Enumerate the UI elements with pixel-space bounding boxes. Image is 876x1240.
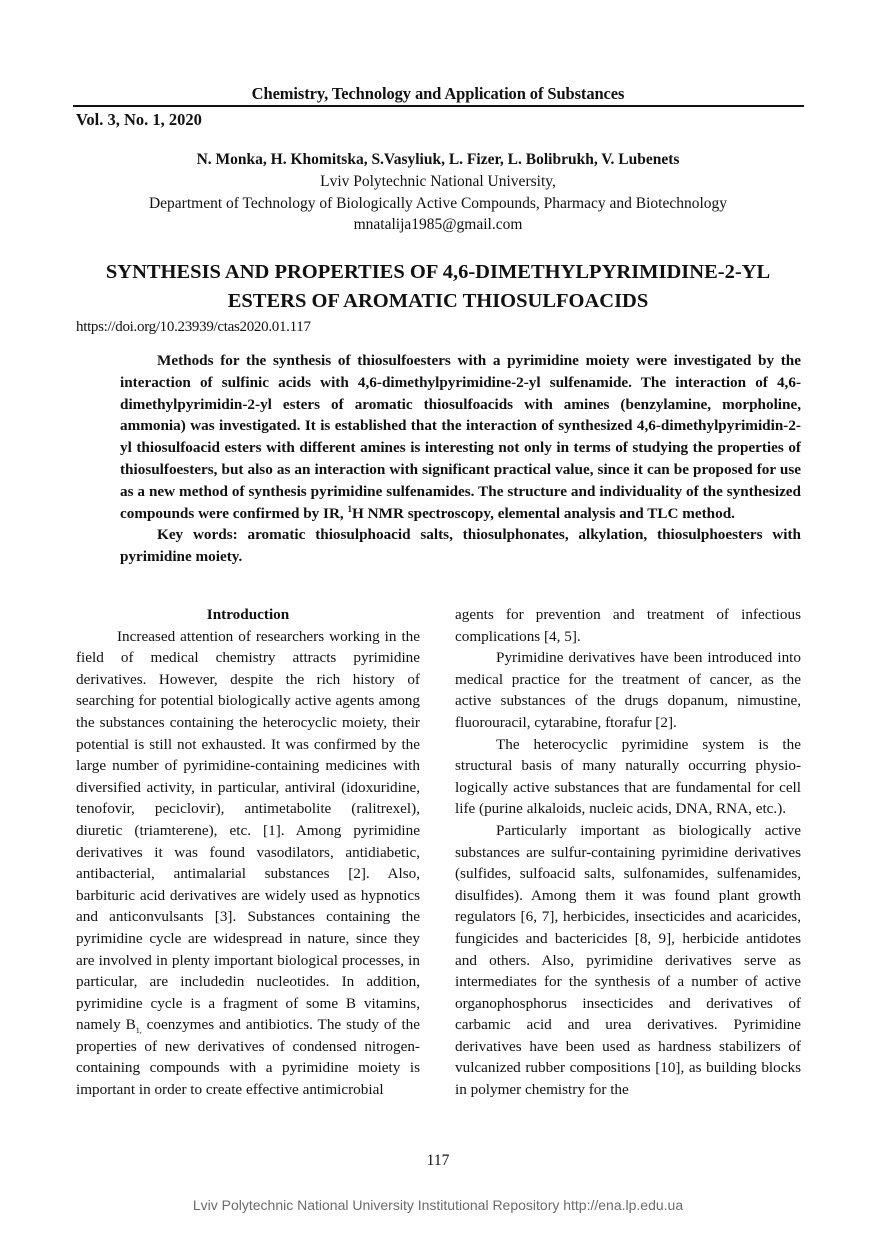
header-rule bbox=[73, 105, 804, 107]
right-column bbox=[455, 604, 801, 1101]
intro-paragraph-1: Increased attention of researchers working in the field of medical chemistry attracts pyrimidine derivatives. However, despite the rich history of searching for potential biologically active agents among the substances containing the heterocyclic moiety, their potential is still not exhausted. It was confirmed by the large number of pyrimidine-containing medicines with diversified activity, in particular, antiviral (idoxuridine, tenofovir, peciclovir), antimetabolite (ralitrexel), diuretic (triamterene), etc. [1]. Among pyrimidine derivatives it was found vasodilators, antidiabetic, antibacterial, antimalarial substances [2]. Also, barbituric acid derivatives are widely used as hypnotics and anticonvulsants [3]. Substances containing the pyrimidine cycle are widespread in nature, since they are involved in plenty important biological processes, in particular, are includedin nucleotides. In addition, pyrimidine cycle is a fragment of some B vitamins, namely $B_{1,}$ coenzymes and antibiotics. The study of the properties of new derivatives of condensed nitrogen-containing compounds with a pyrimidine moiety is important in order to create effective antimicrobial bbox=[76, 627, 420, 1099]
journal-title: Chemistry, Technology and Application of Substances bbox=[251, 84, 625, 103]
keywords: Key words: aromatic thiosulphoacid salts, thiosulphonates, alkylation, thiosulphoesters with pyrimidine moiety. bbox=[120, 526, 801, 566]
affiliation-department: Department of Technology of Biologically Active Compounds, Pharmacy and Biotechnology bbox=[148, 195, 728, 212]
abstract bbox=[120, 350, 801, 568]
repository-footer: Lviv Polytechnic National University Institutional Repository http://ena.lp.edu.ua bbox=[192, 1197, 684, 1213]
paper-title-line-2: ESTERS OF AROMATIC THIOSULFOACIDS bbox=[227, 290, 649, 312]
superscript-1: 1 bbox=[347, 503, 353, 514]
abstract-text: Methods for the synthesis of thiosulfoesters with a pyrimidine moiety were investigated by the interaction of sulfinic acids with 4,6-dimethylpyrimidine-2-yl sulfenamide. The interaction of 4,6-dimethylpyrimidin-2-yl esters of aromatic thiosulfoacids with amines (benzylamine, morpholine, ammonia) was investigated. It is established that the interaction of synthesized 4,6-dimethylpyrimidin-2-yl thiosulfoacid esters with different amines is interesting not only in terms of studying the properties of thiosulfoesters, but also as an interaction with significant practical value, since it can be proposed for use as a new method of synthesis pyrimidine sulfenamides. The structure and individuality of the synthesized compounds were confirmed by IR, $^1$H NMR spectroscopy, elemental analysis and TLC method. bbox=[120, 352, 801, 522]
subscript-1: 1, bbox=[135, 1026, 142, 1036]
paper-title bbox=[0, 258, 876, 316]
affiliation-university: Lviv Polytechnic National University, bbox=[320, 173, 556, 190]
author-email[interactable]: mnatalija1985@gmail.com bbox=[353, 216, 523, 233]
volume-issue: Vol. 3, No. 1, 2020 bbox=[76, 110, 202, 129]
intro-paragraph-3: The heterocyclic pyrimidine system is the structural basis of many naturally occurring physiologically active substances that are fundamental for cell life (purine alkaloids, nucleic acids, DNA, RNA, etc.). bbox=[455, 735, 801, 818]
intro-paragraph-4: Particularly important as biologically active substances are sulfur-containing pyrimidine derivatives (sulfides, sulfoacid salts, sulfonamides, sulfenamides, disulfides). Among them it was found plant growth regulators [6, 7], herbicides, insecticides and acaricides, fungicides and bactericides [8, 9], herbicide antidotes and others. Also, pyrimidine derivatives serve as intermediates for the synthesis of a number of active organophosphorus insecticides and derivatives of carbamic acid and urea derivatives. Pyrimidine derivatives have been used as hardness stabilizers of vulcanized rubber compositions [10], as building blocks in polymer chemistry for the bbox=[455, 821, 801, 1099]
authors: N. Monka, H. Khomitska, S.Vasyliuk, L. Fizer, L. Bolibrukh, V. Lubenets bbox=[196, 151, 680, 168]
paper-title-line-1: SYNTHESIS AND PROPERTIES OF 4,6-DIMETHYLPYRIMIDINE-2-YL bbox=[105, 261, 771, 283]
doi-link[interactable]: https://doi.org/10.23939/ctas2020.01.117 bbox=[76, 319, 311, 335]
intro-paragraph-1-continued: agents for prevention and treatment of infectious complications [4, 5]. bbox=[455, 606, 801, 645]
left-column bbox=[76, 604, 420, 1101]
section-heading-introduction: Introduction bbox=[206, 606, 290, 623]
page-number: 117 bbox=[426, 1152, 450, 1169]
intro-paragraph-2: Pyrimidine derivatives have been introduced into medical practice for the treatment of cancer, as the active substances of the drugs dopanum, nimustine, fluorouracil, cytarabine, ftorafur [2]. bbox=[455, 649, 801, 731]
